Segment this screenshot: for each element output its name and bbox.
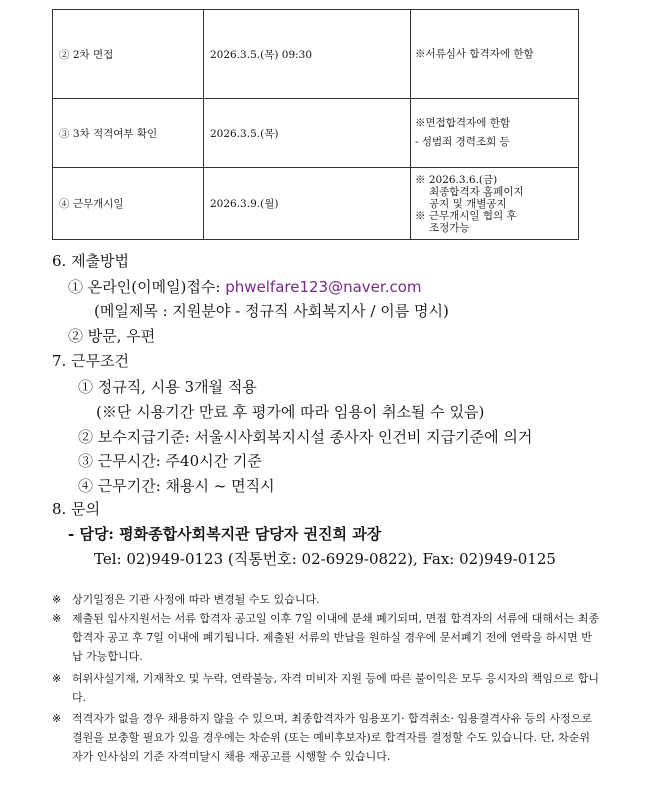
- condition-item-1: ① 정규직, 시용 3개월 적용: [78, 378, 257, 396]
- schedule-date: 2026.3.9.(월): [204, 168, 411, 240]
- email-subject-note: (메일제목 : 지원분야 - 정규직 사회복지사 / 이름 명시): [94, 302, 449, 320]
- schedule-note: [411, 10, 579, 99]
- schedule-row: [53, 168, 579, 240]
- schedule-step: ② 2차 면접: [53, 10, 204, 99]
- footnote-mark: ※: [52, 593, 62, 606]
- note-line: ※ 2026.3.6.(금): [415, 173, 498, 186]
- schedule-date: 2026.3.5.(목) 09:30: [204, 10, 411, 99]
- contact-phone: Tel: 02)949-0123 (직통번호: 02-6929-0822), Fax: 02)949-0125: [94, 550, 556, 568]
- note-line: - 성범죄 경력조회 등: [415, 136, 510, 148]
- note-line: 공지 및 개별공지: [429, 197, 507, 210]
- footnote: [52, 669, 600, 707]
- schedule-step: ③ 3차 적격여부 확인: [53, 99, 204, 168]
- submission-visit-mail: ② 방문, 우편: [68, 327, 156, 345]
- section-6-title: 6. 제출방법: [52, 252, 130, 270]
- submission-online-label: ① 온라인(이메일)접수:: [68, 278, 221, 296]
- footnote-mark: ※: [52, 612, 62, 625]
- footnote-mark: ※: [52, 712, 62, 725]
- schedule-step: ④ 근무개시일: [53, 168, 204, 240]
- schedule-table: [52, 9, 579, 240]
- footnote: [52, 590, 600, 609]
- note-line: 최종합격자 홈페이지: [429, 185, 524, 198]
- schedule-note: [411, 168, 579, 240]
- footnote: [52, 609, 600, 666]
- note-line: ※서류심사 합격자에 한함: [415, 47, 534, 60]
- condition-item-4: ④ 근무기간: 채용시 ~ 면직시: [78, 477, 275, 495]
- footnote-text: 제출된 입사지원서는 서류 합격자 공고일 이후 7일 이내에 분쇄 폐기되며, 면접 합격자의 서류에 대해서는 최종합격자 공고 후 7일 이내에 폐기됩니다. 제출된 서류의 반납을 원하실 경우에 문서폐기 전에 연락을 하시면 반납 가능합니다.: [72, 612, 599, 663]
- email-link[interactable]: phwelfare123@naver.com: [225, 278, 422, 296]
- footnote-mark: ※: [52, 672, 62, 685]
- condition-item-3: ③ 근무시간: 주40시간 기준: [78, 452, 262, 470]
- condition-item-2: ② 보수지급기준: 서울시사회복지시설 종사자 인건비 지급기준에 의거: [78, 428, 533, 446]
- note-line: ※면접합격자에 한함: [415, 117, 510, 129]
- note-line: 조정가능: [429, 221, 470, 234]
- condition-item-1-note: (※단 시용기간 만료 후 평가에 따라 임용이 취소될 수 있음): [96, 403, 485, 421]
- note-line: ※ 근무개시일 협의 후: [415, 209, 517, 222]
- schedule-date: 2026.3.5.(목): [204, 99, 411, 168]
- footnote-text: 상기일정은 기관 사정에 따라 변경될 수도 있습니다.: [72, 593, 320, 606]
- schedule-row: [53, 99, 579, 168]
- footnote: [52, 709, 600, 766]
- contact-person: - 담당: 평화종합사회복지관 담당자 권진희 과장: [68, 525, 382, 543]
- section-7-title: 7. 근무조건: [52, 352, 130, 370]
- schedule-note: [411, 99, 579, 168]
- schedule-row: [53, 10, 579, 99]
- section-8-title: 8. 문의: [52, 500, 101, 518]
- footnote-text: 허위사실기재, 기재착오 및 누락, 연락불능, 자격 미비자 지원 등에 따른 불이익은 모두 응시자의 책임으로 합니다.: [72, 672, 599, 704]
- submission-online: [68, 276, 422, 297]
- footnote-text: 적격자가 없을 경우 채용하지 않을 수 있으며, 최종합격자가 임용포기· 합격취소· 임용결격사유 등의 사정으로 결원을 보충할 필요가 있을 경우에는 차순위 (또는 예비후보자)로 합격자를 결정할 수도 있습니다. 단, 차순위자가 인사심의 기준 자격미달시 채용 재공고를 시행할 수 있습니다.: [72, 712, 592, 763]
